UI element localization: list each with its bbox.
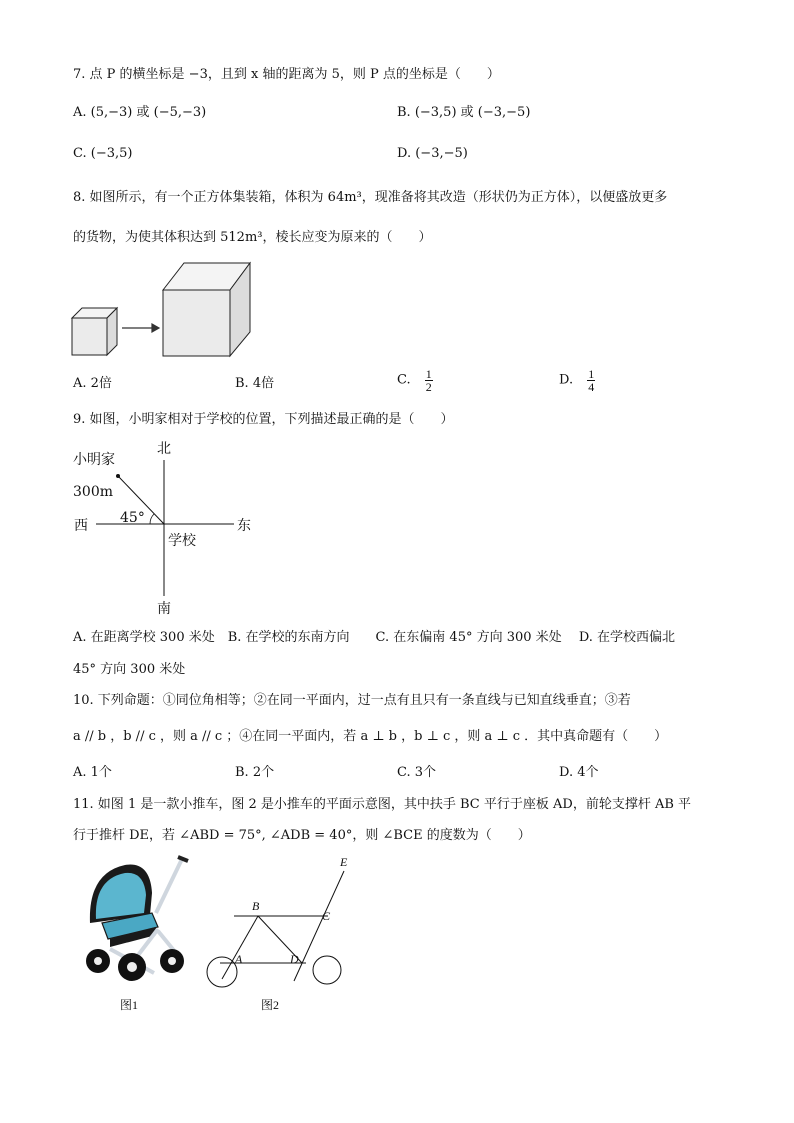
point-a-label: A [235, 952, 243, 966]
q9-options-line1[interactable]: A. 在距离学校 300 米处 B. 在学校的东南方向 C. 在东偏南 45° 方向 300 米处 D. 在学校西偏北 [73, 630, 676, 645]
q10-option-c[interactable]: C. 3个 [397, 765, 437, 780]
q11-stem-line1: 11. 如图 1 是一款小推车，图 2 是小推车的平面示意图，其中扶手 BC 平行于座板 AD，前轮支撑杆 AB 平 [73, 797, 692, 812]
front-wheel [313, 956, 341, 984]
q10-option-d[interactable]: D. 4个 [559, 765, 599, 780]
q8-option-c-label: C. [397, 372, 411, 388]
figure1-caption: 图1 [120, 998, 139, 1012]
home-label: 小明家 [73, 452, 115, 468]
q8-cube-figure [70, 260, 260, 360]
west-label: 西 [74, 518, 88, 534]
stroller-image [80, 853, 190, 988]
q9-compass-figure [70, 438, 270, 618]
q9-options-line2[interactable]: 45° 方向 300 米处 [73, 662, 186, 677]
q8-option-d-label: D. [559, 372, 574, 388]
q8-option-a[interactable]: A. 2倍 [73, 376, 112, 391]
big-cube [163, 263, 250, 356]
arrow-icon [122, 324, 159, 332]
q8-option-c[interactable] [397, 368, 433, 393]
school-label: 学校 [168, 533, 196, 549]
q10-stem-line1: 10. 下列命题：①同位角相等；②在同一平面内，过一点有且只有一条直线与已知直线垂直；③若 [73, 693, 631, 708]
q10-option-b[interactable]: B. 2个 [235, 765, 275, 780]
q7-option-d[interactable]: D. (−3,−5) [397, 146, 468, 161]
q8-option-d[interactable] [559, 368, 595, 393]
fraction-denominator: 2 [425, 380, 432, 394]
q11-stem-line2: 行于推杆 DE，若 ∠ABD = 75°, ∠ADB = 40°，则 ∠BCE 的度数为（ ） [73, 828, 531, 843]
point-b-label: B [252, 899, 260, 913]
q7-option-a[interactable]: A. (5,−3) 或 (−5,−3) [73, 105, 207, 120]
q10-stem-line2: a // b ，b // c ，则 a // c ；④在同一平面内，若 a ⊥ b ，b ⊥ c ，则 a ⊥ c ．其中真命题有（ ） [73, 729, 668, 744]
south-label: 南 [157, 601, 171, 617]
q8-stem-line2: 的货物，为使其体积达到 512m³，棱长应变为原来的（ ） [73, 230, 432, 245]
q7-option-c[interactable]: C. (−3,5) [73, 146, 133, 161]
angle-arc [150, 514, 154, 524]
q8-option-b[interactable]: B. 4倍 [235, 376, 275, 391]
q9-stem: 9. 如图，小明家相对于学校的位置，下列描述最正确的是（ ） [73, 412, 454, 427]
east-label: 东 [237, 518, 251, 534]
home-point [116, 474, 120, 478]
distance-label: 300m [73, 484, 113, 500]
point-c-label: C [322, 909, 331, 923]
q10-option-a[interactable]: A. 1个 [73, 765, 112, 780]
fraction-numerator: 1 [588, 367, 595, 381]
line-de [294, 871, 344, 981]
north-label: 北 [157, 441, 171, 457]
point-d-label: D [290, 952, 299, 966]
q8-stem-line1: 8. 如图所示，有一个正方体集装箱，体积为 64m³，现准备将其改造（形状仍为正方体），以便盛放更多 [73, 190, 668, 205]
figure2-caption: 图2 [261, 998, 280, 1012]
q8-option-d-fraction [587, 368, 595, 393]
q7-stem: 7. 点 P 的横坐标是 −3，且到 x 轴的距离为 5，则 P 点的坐标是（ ） [73, 67, 500, 82]
fraction-numerator: 1 [425, 367, 432, 381]
small-cube [72, 308, 117, 355]
stroller-diagram [200, 853, 360, 993]
q8-option-c-fraction [425, 368, 433, 393]
fraction-denominator: 4 [588, 380, 595, 394]
line-ab [222, 916, 258, 979]
q7-option-b[interactable]: B. (−3,5) 或 (−3,−5) [397, 105, 531, 120]
point-e-label: E [340, 855, 348, 869]
rear-wheel [207, 957, 237, 987]
angle-label: 45° [120, 510, 145, 526]
